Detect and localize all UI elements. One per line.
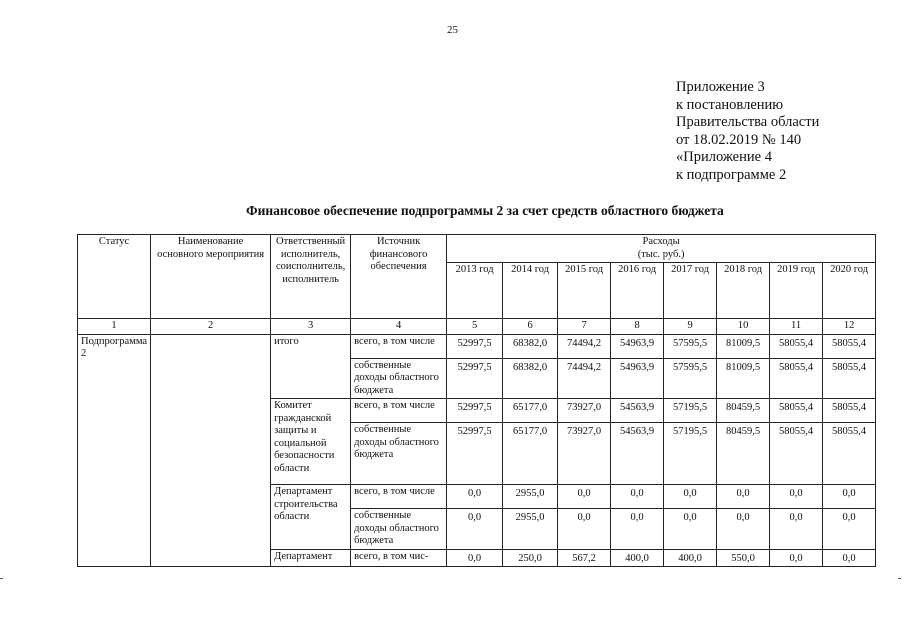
year-header: 2020 год bbox=[823, 263, 876, 319]
source-cell: всего, в том числе bbox=[351, 399, 447, 423]
year-header: 2016 год bbox=[611, 263, 664, 319]
activity-name-cell bbox=[151, 334, 271, 567]
appendix-block bbox=[676, 79, 819, 185]
amount-cell: 0,0 bbox=[611, 509, 664, 550]
amount-cell: 52997,5 bbox=[447, 423, 503, 485]
amount-cell: 0,0 bbox=[823, 509, 876, 550]
year-header: 2015 год bbox=[558, 263, 611, 319]
amount-cell: 81009,5 bbox=[717, 334, 770, 358]
amount-cell: 0,0 bbox=[664, 485, 717, 509]
amount-cell: 73927,0 bbox=[558, 399, 611, 423]
column-index: 10 bbox=[717, 319, 770, 335]
source-cell: всего, в том числе bbox=[351, 334, 447, 358]
appendix-line: «Приложение 4 bbox=[676, 149, 772, 166]
column-index: 12 bbox=[823, 319, 876, 335]
executor-cell: Комитет гражданской защиты и социальной безопасности области bbox=[271, 399, 351, 485]
header-executor: Ответственный исполнитель, соисполнитель, исполнитель bbox=[271, 235, 351, 319]
financing-table bbox=[77, 234, 876, 567]
amount-cell: 54963,9 bbox=[611, 358, 664, 399]
header-row bbox=[78, 235, 876, 263]
table-body bbox=[78, 235, 876, 567]
column-index: 3 bbox=[271, 319, 351, 335]
appendix-line: к подпрограмме 2 bbox=[676, 166, 787, 183]
amount-cell: 58055,4 bbox=[770, 334, 823, 358]
crop-mark bbox=[898, 578, 901, 579]
amount-cell: 0,0 bbox=[611, 485, 664, 509]
amount-cell: 65177,0 bbox=[503, 423, 558, 485]
amount-cell: 57595,5 bbox=[664, 358, 717, 399]
amount-cell: 57195,5 bbox=[664, 399, 717, 423]
header-name: Наименование основного мероприятия bbox=[151, 235, 271, 319]
page-number: 25 bbox=[447, 24, 458, 36]
column-index: 8 bbox=[611, 319, 664, 335]
appendix-line: Приложение 3 bbox=[676, 79, 765, 95]
amount-cell: 0,0 bbox=[447, 509, 503, 550]
header-expenses bbox=[447, 235, 876, 263]
source-cell: собственные доходы областного бюджета bbox=[351, 509, 447, 550]
amount-cell: 0,0 bbox=[823, 485, 876, 509]
amount-cell: 400,0 bbox=[664, 549, 717, 567]
amount-cell: 73927,0 bbox=[558, 423, 611, 485]
amount-cell: 58055,4 bbox=[823, 423, 876, 485]
source-cell: всего, в том числе bbox=[351, 485, 447, 509]
column-index: 4 bbox=[351, 319, 447, 335]
amount-cell: 0,0 bbox=[717, 509, 770, 550]
amount-cell: 0,0 bbox=[558, 485, 611, 509]
amount-cell: 2955,0 bbox=[503, 509, 558, 550]
header-status: Статус bbox=[78, 235, 151, 319]
amount-cell: 0,0 bbox=[770, 509, 823, 550]
index-row bbox=[78, 319, 876, 335]
column-index: 5 bbox=[447, 319, 503, 335]
column-index: 2 bbox=[151, 319, 271, 335]
table-row bbox=[78, 334, 876, 358]
amount-cell: 57595,5 bbox=[664, 334, 717, 358]
amount-cell: 58055,4 bbox=[770, 399, 823, 423]
amount-cell: 52997,5 bbox=[447, 334, 503, 358]
amount-cell: 68382,0 bbox=[503, 358, 558, 399]
amount-cell: 54563,9 bbox=[611, 423, 664, 485]
amount-cell: 0,0 bbox=[823, 549, 876, 567]
column-index: 6 bbox=[503, 319, 558, 335]
header-units: (тыс. руб.) bbox=[637, 248, 685, 260]
source-cell: собственные доходы областного бюджета bbox=[351, 423, 447, 485]
amount-cell: 567,2 bbox=[558, 549, 611, 567]
appendix-line: к постановлению bbox=[676, 96, 784, 113]
crop-mark bbox=[0, 578, 3, 579]
column-index: 11 bbox=[770, 319, 823, 335]
amount-cell: 58055,4 bbox=[770, 358, 823, 399]
column-index: 9 bbox=[664, 319, 717, 335]
amount-cell: 2955,0 bbox=[503, 485, 558, 509]
amount-cell: 80459,5 bbox=[717, 399, 770, 423]
executor-cell: Департамент bbox=[271, 549, 351, 567]
amount-cell: 0,0 bbox=[770, 485, 823, 509]
amount-cell: 74494,2 bbox=[558, 358, 611, 399]
amount-cell: 58055,4 bbox=[823, 399, 876, 423]
amount-cell: 52997,5 bbox=[447, 358, 503, 399]
column-index: 7 bbox=[558, 319, 611, 335]
amount-cell: 0,0 bbox=[770, 549, 823, 567]
document-title: Финансовое обеспечение подпрограммы 2 за счет средств областного бюджета bbox=[246, 203, 724, 218]
amount-cell: 81009,5 bbox=[717, 358, 770, 399]
amount-cell: 250,0 bbox=[503, 549, 558, 567]
amount-cell: 80459,5 bbox=[717, 423, 770, 485]
status-cell: Подпрограмма 2 bbox=[78, 334, 151, 567]
amount-cell: 68382,0 bbox=[503, 334, 558, 358]
amount-cell: 400,0 bbox=[611, 549, 664, 567]
amount-cell: 54963,9 bbox=[611, 334, 664, 358]
amount-cell: 0,0 bbox=[447, 485, 503, 509]
column-index: 1 bbox=[78, 319, 151, 335]
source-cell: всего, в том чис- bbox=[351, 549, 447, 567]
header-expenses-label: Расходы bbox=[642, 236, 680, 247]
executor-cell: Департамент строительства области bbox=[271, 485, 351, 550]
executor-cell: итого bbox=[271, 334, 351, 399]
amount-cell: 74494,2 bbox=[558, 334, 611, 358]
appendix-line: от 18.02.2019 № 140 bbox=[676, 131, 802, 148]
year-header: 2018 год bbox=[717, 263, 770, 319]
header-source: Источник финансового обеспечения bbox=[351, 235, 447, 319]
appendix-line: Правительства области bbox=[676, 114, 820, 131]
amount-cell: 58055,4 bbox=[770, 423, 823, 485]
amount-cell: 0,0 bbox=[447, 549, 503, 567]
amount-cell: 58055,4 bbox=[823, 358, 876, 399]
year-header: 2013 год bbox=[447, 263, 503, 319]
amount-cell: 65177,0 bbox=[503, 399, 558, 423]
year-header: 2017 год bbox=[664, 263, 717, 319]
title-wrap bbox=[0, 203, 905, 219]
amount-cell: 57195,5 bbox=[664, 423, 717, 485]
amount-cell: 0,0 bbox=[664, 509, 717, 550]
year-header: 2014 год bbox=[503, 263, 558, 319]
amount-cell: 58055,4 bbox=[823, 334, 876, 358]
source-cell: собственные доходы областного бюджета bbox=[351, 358, 447, 399]
amount-cell: 54563,9 bbox=[611, 399, 664, 423]
amount-cell: 0,0 bbox=[558, 509, 611, 550]
amount-cell: 52997,5 bbox=[447, 399, 503, 423]
amount-cell: 0,0 bbox=[717, 485, 770, 509]
year-header: 2019 год bbox=[770, 263, 823, 319]
amount-cell: 550,0 bbox=[717, 549, 770, 567]
